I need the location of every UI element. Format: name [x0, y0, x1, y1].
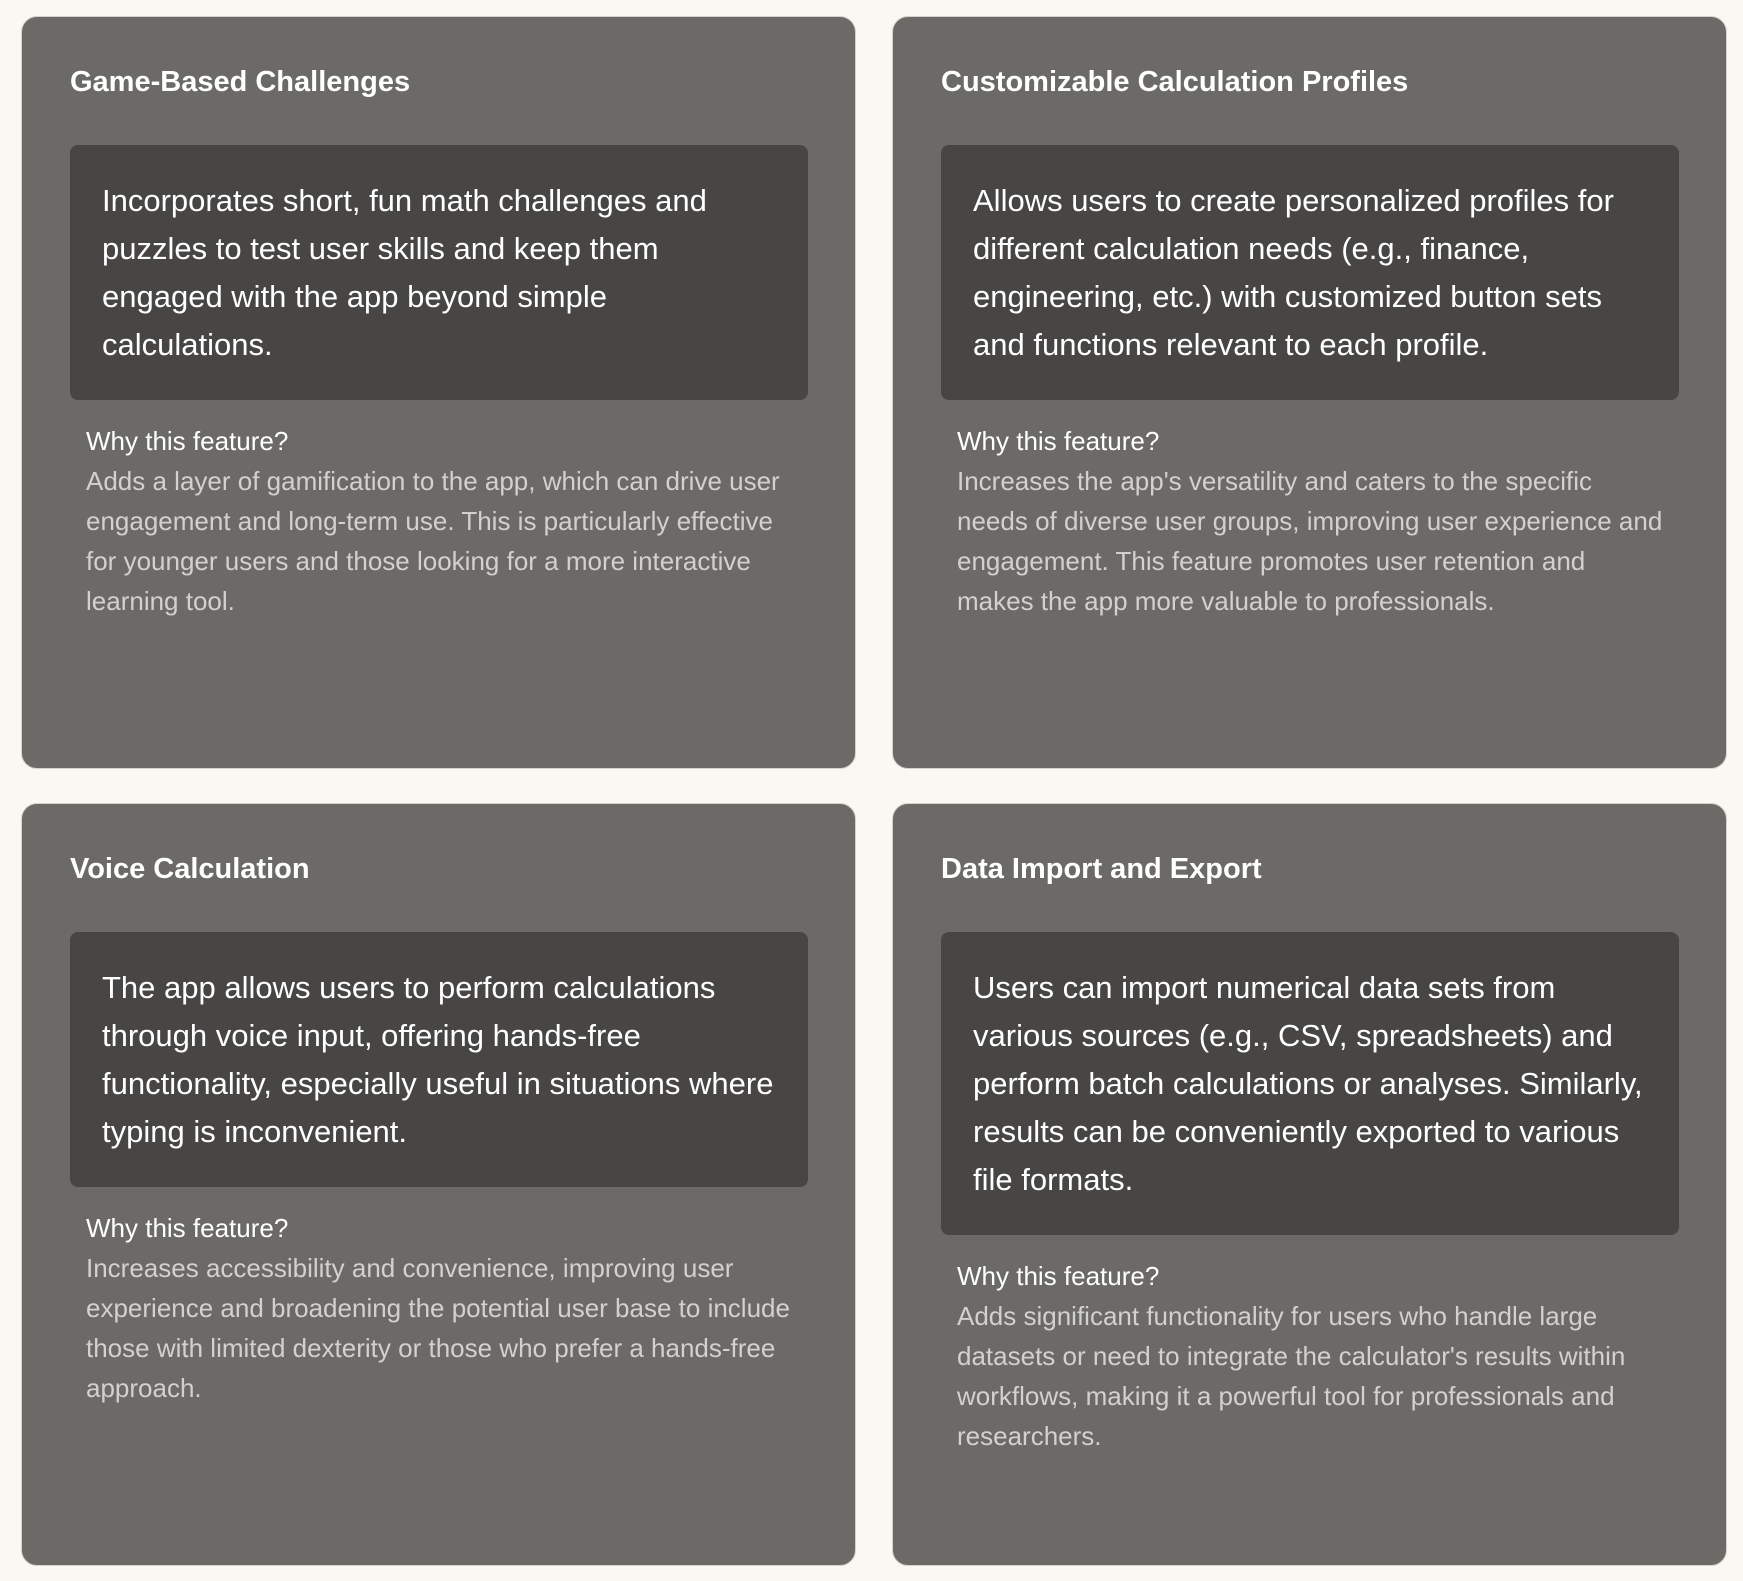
why-text: Increases accessibility and convenience, improving user experience and broadening the potential user base to include those with limited dexterity or those who prefer a hands-free approach.	[86, 1253, 790, 1403]
feature-title: Game-Based Challenges	[70, 66, 411, 98]
why-title: Why this feature?	[86, 426, 289, 456]
feature-rationale	[86, 421, 796, 621]
why-text: Increases the app's versatility and caters to the specific needs of diverse user groups, improving user experience and engagement. This feature promotes user retention and makes the app more valuable to professionals.	[957, 466, 1663, 616]
feature-rationale	[957, 421, 1667, 621]
feature-title: Data Import and Export	[941, 853, 1262, 885]
feature-title: Voice Calculation	[70, 853, 310, 885]
why-title: Why this feature?	[957, 1261, 1160, 1291]
feature-card-game-based-challenges	[21, 16, 856, 769]
feature-card-voice-calculation	[21, 803, 856, 1566]
why-title: Why this feature?	[957, 426, 1160, 456]
feature-description: Incorporates short, fun math challenges and puzzles to test user skills and keep them engaged with the app beyond simple calculations.	[70, 145, 808, 400]
feature-rationale	[86, 1208, 796, 1408]
why-text: Adds significant functionality for users who handle large datasets or need to integrate the calculator's results within workflows, making it a powerful tool for professionals and researchers.	[957, 1301, 1626, 1451]
feature-title: Customizable Calculation Profiles	[941, 66, 1409, 98]
feature-description: Users can import numerical data sets from various sources (e.g., CSV, spreadsheets) and perform batch calculations or analyses. Similarly, results can be conveniently exported to various file formats.	[941, 932, 1679, 1235]
feature-description: Allows users to create personalized profiles for different calculation needs (e.g., finance, engineering, etc.) with customized button sets and functions relevant to each profile.	[941, 145, 1679, 400]
feature-rationale	[957, 1256, 1667, 1456]
feature-grid	[21, 16, 1727, 1566]
feature-card-data-import-export	[892, 803, 1727, 1566]
feature-description: The app allows users to perform calculations through voice input, offering hands-free functionality, especially useful in situations where typing is inconvenient.	[70, 932, 808, 1187]
why-title: Why this feature?	[86, 1213, 289, 1243]
why-text: Adds a layer of gamification to the app, which can drive user engagement and long-term use. This is particularly effective for younger users and those looking for a more interactive learning tool.	[86, 466, 780, 616]
feature-card-customizable-calculation-profiles	[892, 16, 1727, 769]
